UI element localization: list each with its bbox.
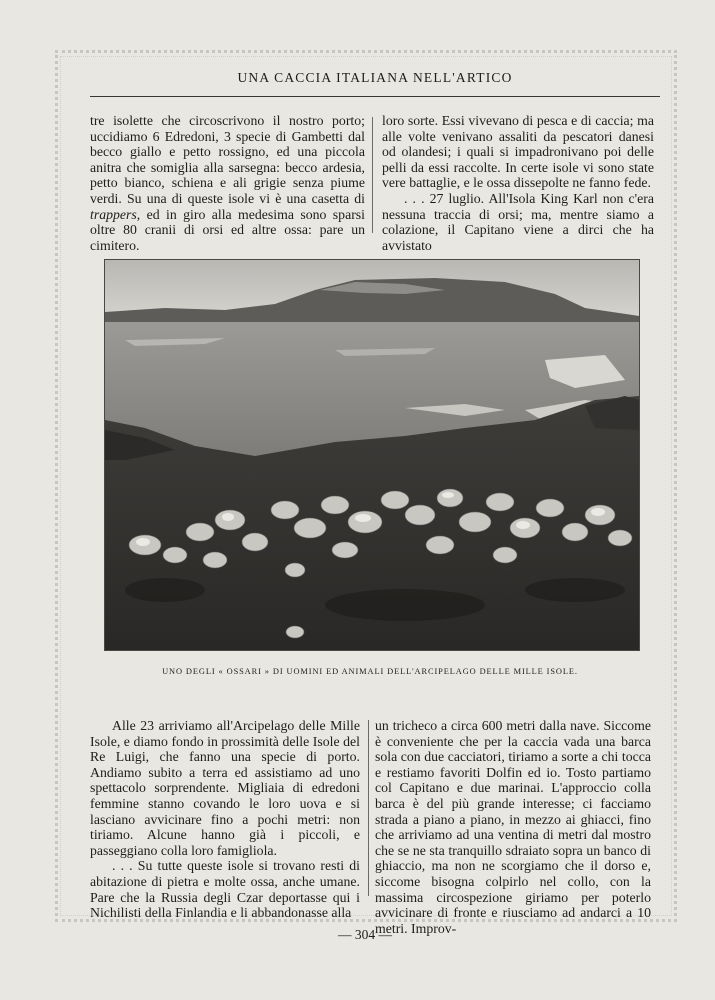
top-right-column [382,113,654,253]
paragraph: . . . 27 luglio. All'Isola King Karl non c'era nessuna traccia di orsi; ma, mentre siamo a colazione, il Capitano viene a dirci che ha avvistato [382,190,654,253]
column-divider [368,720,369,896]
header-rule [90,96,660,97]
paragraph: . . . Su tutte queste isole si trovano resti di abitazione di pietra e molte ossa, anche umane. Pare che la Russia degli Czar deportasse qui i Nichilisti della Finlandia e li abbandonasse alla [90,858,360,921]
paragraph-text: tre isolette che circoscrivono il nostro porto; uccidiamo 6 Edredoni, 3 specie di Gambetti dal becco giallo e petto rossigno, ed una piccola anitra che somiglia alla sarsegna: becco ardesia, petto bianco, schiena e ali grigie senza piume verdi. Su una di queste isole vi è una casetta di [90,113,365,206]
running-head: UNA CACCIA ITALIANA NELL'ARTICO [237,70,513,85]
bottom-left-column [90,718,360,921]
paragraph-text-end: ed in giro alla medesima sono sparsi oltre 80 cranii di orsi ed altre ossa: pare un cimitero. [90,206,365,253]
italic-term: trappers, [90,206,141,222]
column-divider [372,117,373,233]
paragraph: un tricheco a circa 600 metri dalla nave. Siccome è conveniente che per la caccia vada una barca sola con due cacciatori, tiriamo a sorte a chi tocca e restiamo favoriti Dolfin ed io. Tosto partiamo col Capitano e due marinai. L'approccio colla barca è del più grande interesse; ci facciamo strada a piano a piano, in mezzo ai ghiacci, fino che arriviamo ad una ventina di metri dal mostro che se ne sta tranquillo sdraiato sopra un banco di ghiaccio, ma non ne scorgiamo che il dorso e, siccome bisogna colpirlo nel collo, con la massima circospezione giriamo per poterlo avvicinare di fronte e riusciamo ad andarci a 10 metri. Improv- [375,718,651,936]
figure-caption: UNO DEGLI « OSSARI » DI UOMINI ED ANIMALI DELL'ARCIPELAGO DELLE MILLE ISOLE. [162,667,578,676]
paragraph: Alle 23 arriviamo all'Arcipelago delle Mille Isole, e diamo fondo in prossimità delle Isole del Re Luigi, che fanno una specie di porto. Andiamo subito a terra ed assistiamo ad uno spettacolo sorprendente. Migliaia di edredoni femmine stanno covando le loro uova e si lasciano avvicinare fino a pochi metri: non tiriamo. Alcune hanno già i piccoli, e passeggiano colla loro famigliola. [90,718,360,858]
paragraph [90,113,365,253]
bottom-right-column [375,718,651,936]
photograph-ossuary [104,259,640,651]
top-left-column [90,113,365,253]
paragraph: loro sorte. Essi vivevano di pesca e di caccia; ma alle volte venivano assaliti da pescatori danesi od olandesi; i quali si impadronivano poi delle pelli da essi raccolte. In certe isole vi sono state vere battaglie, e le ossa dissepolte ne fanno fede. [382,113,654,191]
page-number: — 304 — [338,927,392,942]
photograph-image [105,260,639,650]
